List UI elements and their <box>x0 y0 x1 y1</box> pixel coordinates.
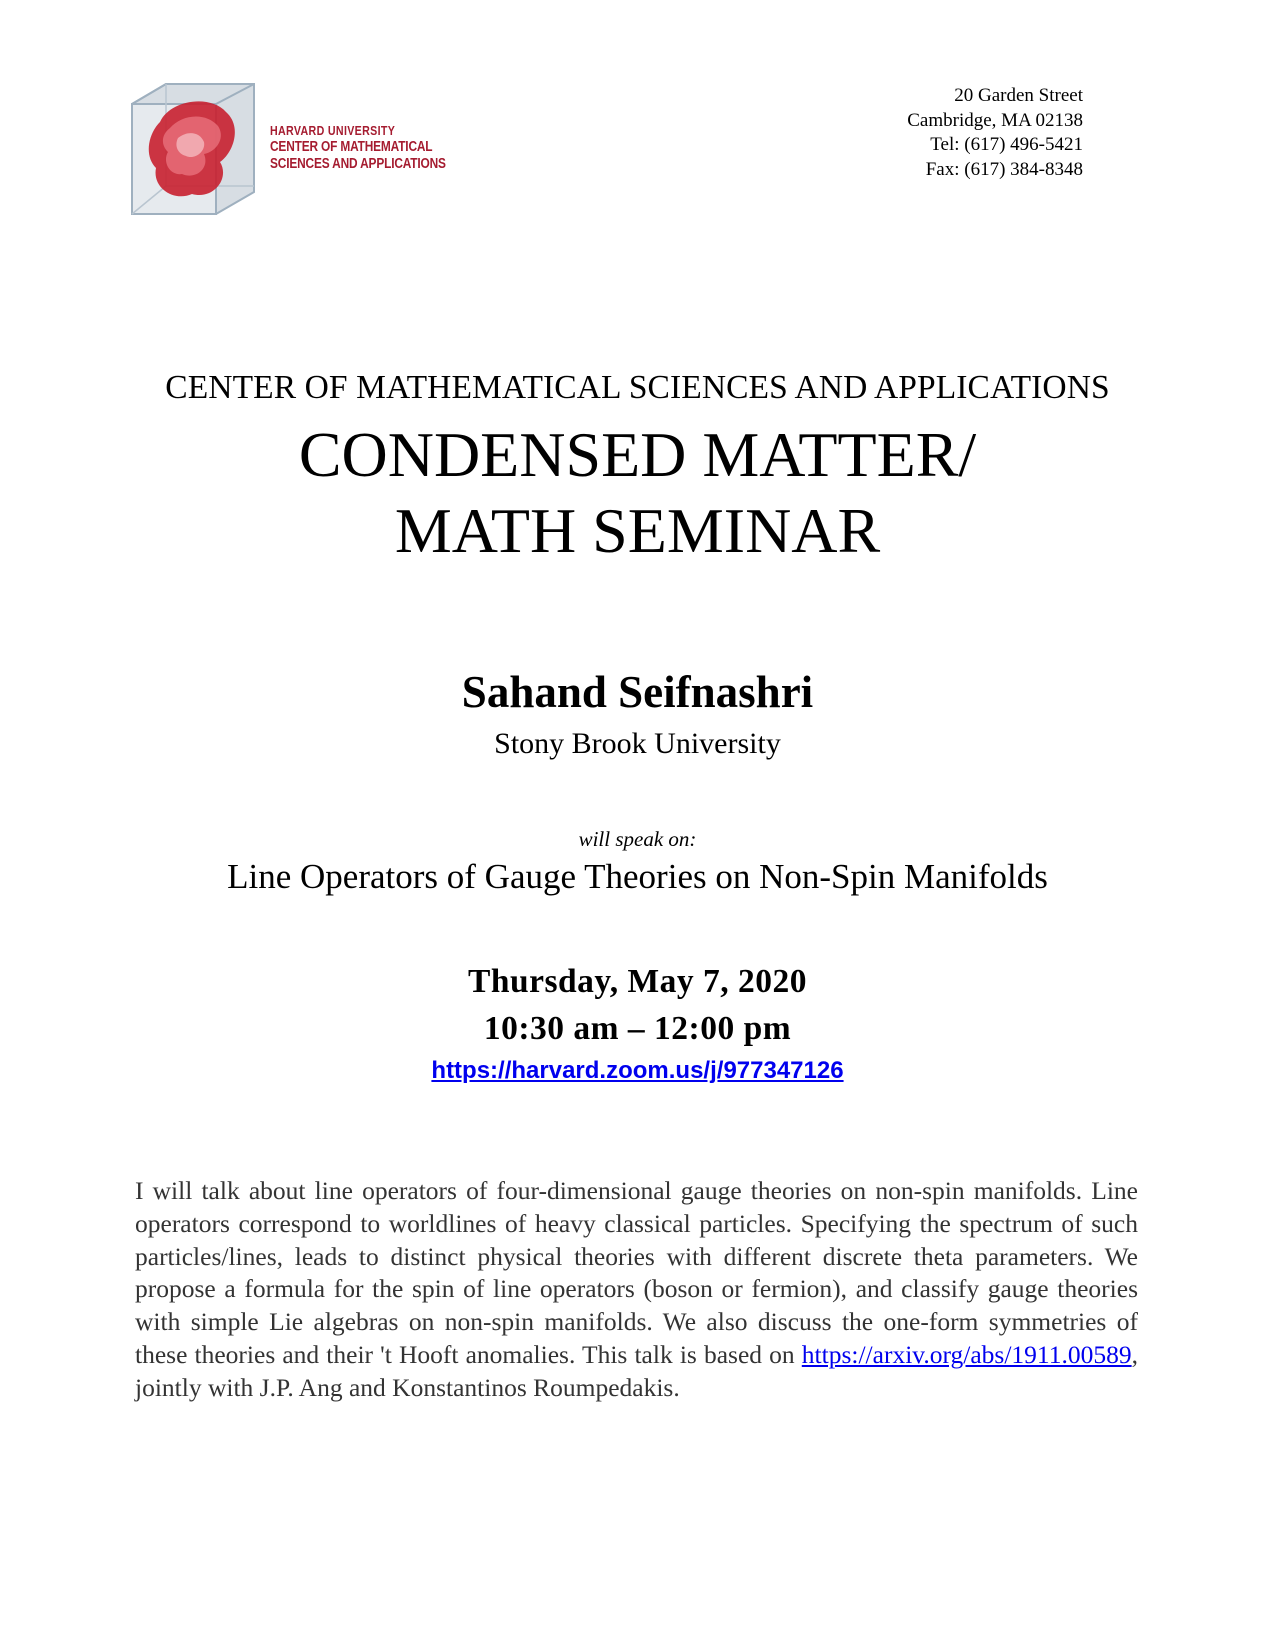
speaker-name: Sahand Seifnashri <box>461 667 814 717</box>
seminar-title <box>0 417 1275 569</box>
address-tel: Tel: (617) 496-5421 <box>930 134 1083 155</box>
logo-wordmark <box>270 122 446 173</box>
address-block <box>907 84 1083 182</box>
logo-sciences-line: SCIENCES AND APPLICATIONS <box>270 156 446 172</box>
talk-intro: will speak on: <box>578 827 697 851</box>
logo-university: HARVARD UNIVERSITY <box>270 123 396 138</box>
seminar-title-line2: MATH SEMINAR <box>394 495 881 566</box>
center-name: CENTER OF MATHEMATICAL SCIENCES AND APPLICATIONS <box>165 369 1110 406</box>
abstract-text-end: , jointly with J.P. Ang and Konstantinos Roumpedakis. <box>135 1339 1138 1402</box>
zoom-link-container <box>0 1057 1275 1085</box>
address-fax: Fax: (617) 384-8348 <box>925 158 1083 180</box>
talk-time: 10:30 am – 12:00 pm <box>483 1010 792 1047</box>
address-city: Cambridge, MA 02138 <box>907 109 1083 131</box>
cube-logo-icon <box>130 82 260 217</box>
arxiv-link[interactable]: https://arxiv.org/abs/1911.00589 <box>801 1339 1132 1369</box>
zoom-link[interactable]: https://harvard.zoom.us/j/977347126 <box>431 1057 844 1084</box>
talk-date: Thursday, May 7, 2020 <box>467 963 808 1000</box>
abstract <box>135 1175 1138 1405</box>
cmsa-logo <box>130 82 460 217</box>
abstract-text: I will talk about line operators of four-dimensional gauge theories on non-spin manifolds. Line operators correspond to worldlines of heavy classical particles. Specifying the spectrum of such particles/lines, leads to distinct physical theories with different discrete theta parameters. We propose a formula for the spin of line operators (boson or fermion), and classify gauge theories with simple Lie algebras on non-spin manifolds. We also discuss the one-form symmetries of these theories and their 't Hooft anomalies. This talk is based on <box>135 1176 1138 1369</box>
logo-center-line: CENTER OF MATHEMATICAL <box>270 139 433 155</box>
seminar-title-line1: CONDENSED MATTER/ <box>298 419 977 490</box>
talk-title: Line Operators of Gauge Theories on Non-Spin Manifolds <box>227 857 1048 896</box>
address-street: 20 Garden Street <box>954 85 1083 106</box>
speaker-affiliation: Stony Brook University <box>494 727 781 760</box>
